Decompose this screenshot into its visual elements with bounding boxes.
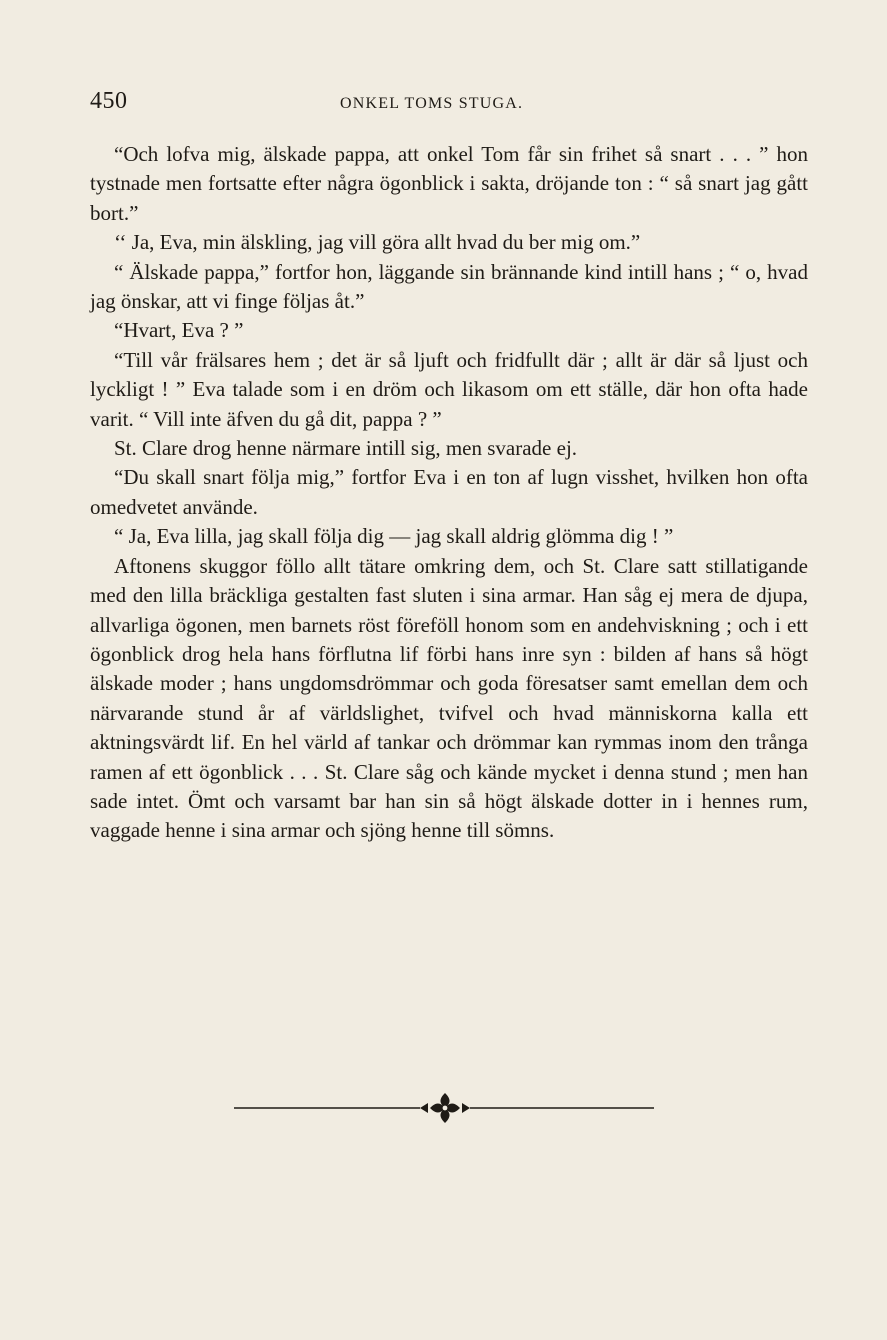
page-number: 450 (90, 88, 128, 114)
paragraph-5: “Till vår frälsares hem ; det är så ljuft och fridfullt där ; allt är där så ljust och lyckligt ! ” Eva talade som i en dröm och likasom om ett ställe, där hon ofta hade varit. “ Vill inte äfven du gå dit, pappa ? ” (90, 347, 808, 431)
body-text (90, 140, 808, 846)
paragraph-1: “Och lofva mig, älskade pappa, att onkel Tom får sin frihet så snart . . . ” hon tystnade men fortsatte efter några ögonblick i sakta, dröjande ton : “ så snart jag gått bort.” (90, 142, 808, 225)
fleuron-divider-icon (234, 1090, 654, 1126)
paragraph-3: “ Älskade pappa,” fortfor hon, läggande sin brännande kind intill hans ; “ o, hvad jag önskar, att vi finge följas åt.” (90, 259, 808, 314)
paragraph-2: ‘‘ Ja, Eva, min älskling, jag vill göra allt hvad du ber mig om.” (114, 230, 641, 255)
paragraph-4: “Hvart, Eva ? ” (114, 318, 244, 343)
running-title: ONKEL TOMS STUGA. (340, 95, 524, 112)
paragraph-9: Aftonens skuggor föllo allt tätare omkring dem, och St. Clare satt stillatigande med den lilla bräckliga gestalten fast sluten i sina armar. Han såg ej mera de djupa, allvarliga ögonen, men barnets röst föreföll honom som en andehviskning ; och i ett ögonblick drog hela hans förflutna lif förbi hans inre syn : bilden af hans så högt älskade moder ; hans ungdomsdrömmar och goda föresatser samt emellan dem och närvarande stund år af världslighet, tvifvel och hvad människorna kalla ett aktningsvärdt lif. En hel värld af tankar och drömmar kan rymmas inom den trånga ramen af ett ögonblick . . . St. Clare såg och kände mycket i denna stund ; men han sade intet. Ömt och varsamt bar han sin så högt älskade dotter in i hennes rum, vaggade henne i sina armar och sjöng henne till sömns. (90, 553, 808, 843)
paragraph-6: St. Clare drog henne närmare intill sig, men svarade ej. (114, 436, 578, 461)
paragraph-7: “Du skall snart följa mig,” fortfor Eva i en ton af lugn visshet, hvilken hon ofta omedvetet använde. (90, 465, 808, 519)
paragraph-8: “ Ja, Eva lilla, jag skall följa dig — jag skall aldrig glömma dig ! ” (114, 524, 674, 549)
